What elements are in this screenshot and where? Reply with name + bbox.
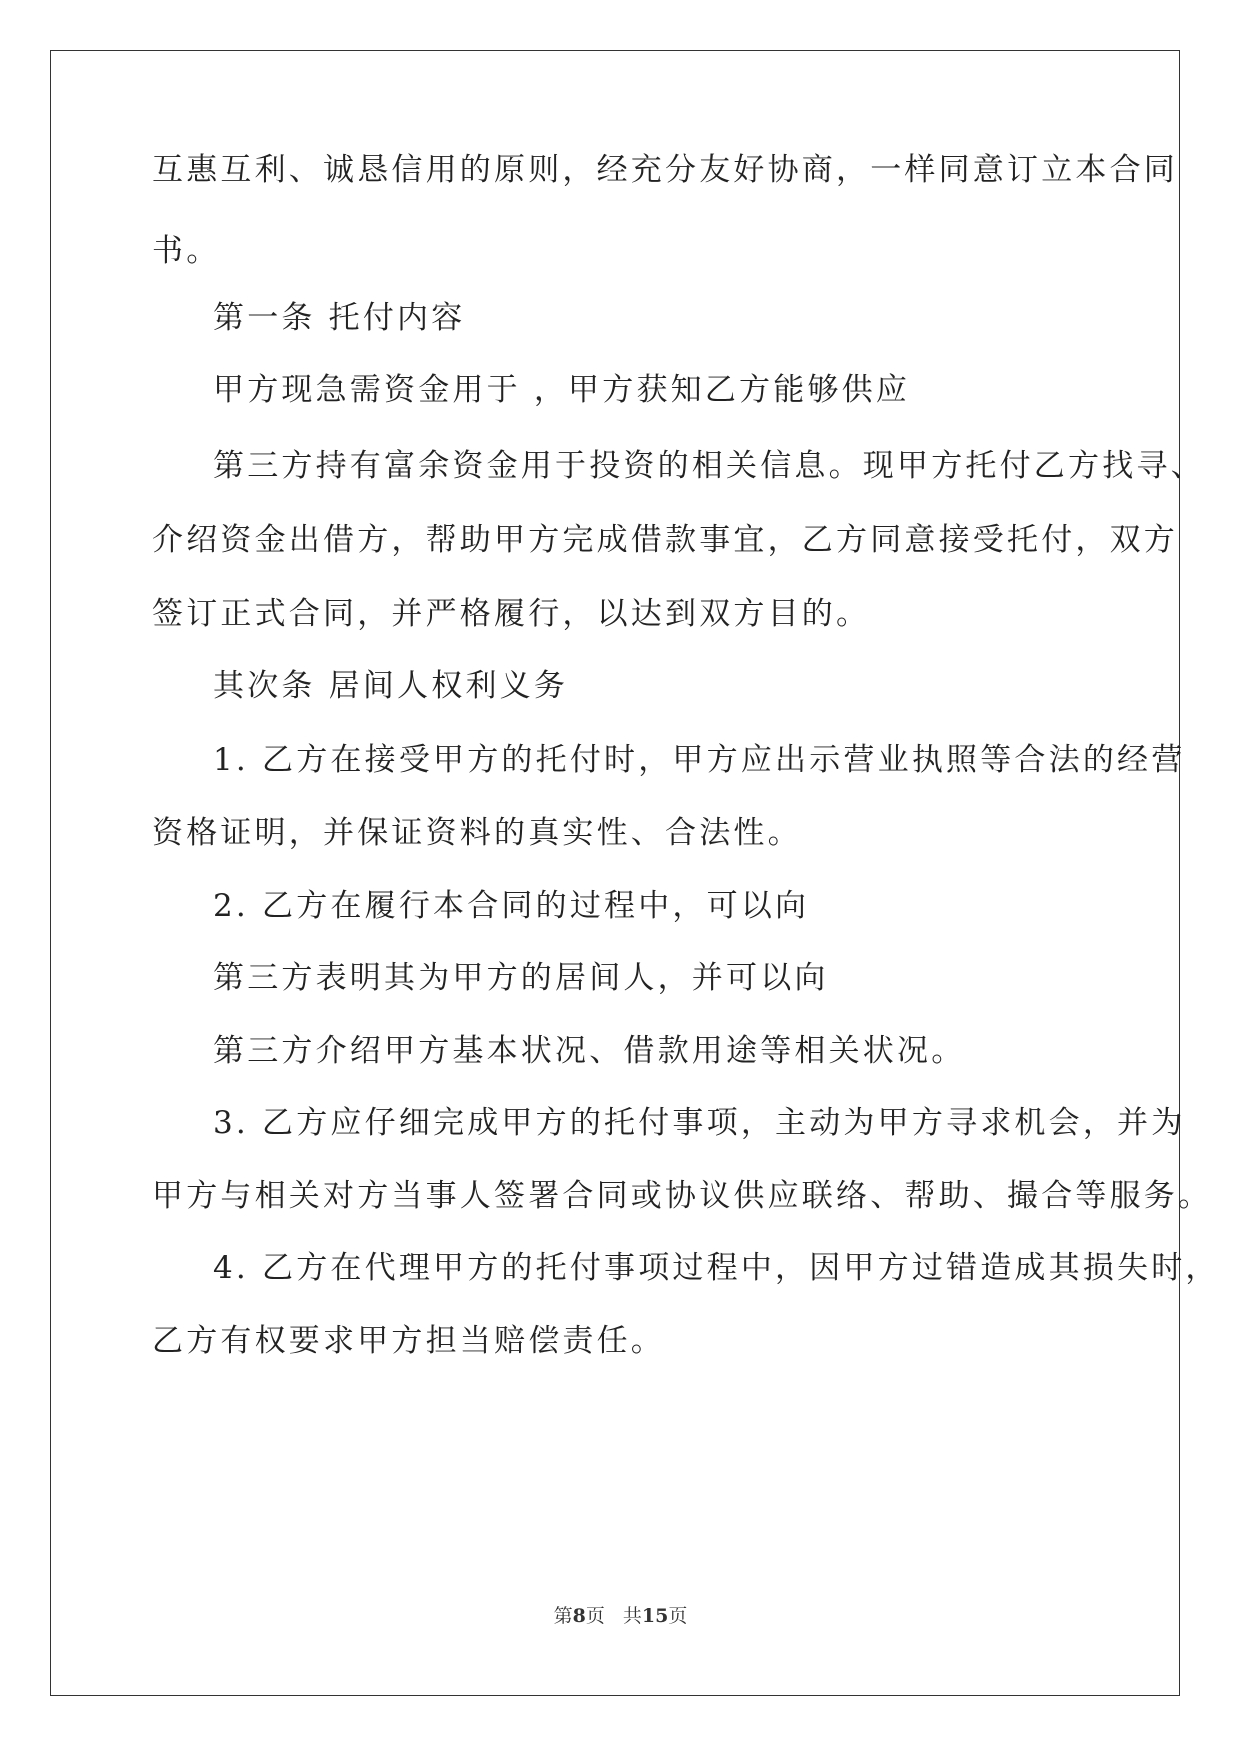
text-line: 第三方表明其为甲方的居间人，并可以向 <box>213 960 829 996</box>
section-heading: 其次条 居间人权利义务 <box>213 668 569 704</box>
page-footer <box>0 1603 1241 1629</box>
page-border <box>50 50 1180 1696</box>
text-line: 1. 乙方在接受甲方的托付时，甲方应出示营业执照等合法的经营 <box>213 742 1186 778</box>
text-line: 甲方与相关对方当事人签署合同或协议供应联络、帮助、撮合等服务。 <box>152 1178 1213 1214</box>
footer-page-unit: 页 <box>585 1605 605 1627</box>
text-line: 第三方介绍甲方基本状况、借款用途等相关状况。 <box>213 1033 966 1069</box>
footer-prefix: 第 <box>553 1605 573 1627</box>
text-line: 签订正式合同，并严格履行，以达到双方目的。 <box>152 596 871 632</box>
current-page-number: 8 <box>572 1605 586 1627</box>
text-line: 3. 乙方应仔细完成甲方的托付事项，主动为甲方寻求机会，并为 <box>213 1105 1186 1141</box>
text-line: 互惠互利、诚恳信用的原则，经充分友好协商，一样同意订立本合同 <box>152 152 1178 188</box>
text-line: 乙方有权要求甲方担当赔偿责任。 <box>152 1323 665 1359</box>
text-line: 介绍资金出借方，帮助甲方完成借款事宜，乙方同意接受托付，双方 <box>152 522 1178 558</box>
text-line: 2. 乙方在履行本合同的过程中，可以向 <box>213 888 810 924</box>
section-heading: 第一条 托付内容 <box>213 300 466 336</box>
total-pages-number: 15 <box>641 1605 669 1627</box>
footer-total-unit: 页 <box>668 1605 688 1627</box>
text-line: 资格证明，并保证资料的真实性、合法性。 <box>152 815 802 851</box>
text-line: 甲方现急需资金用于 ，甲方获知乙方能够供应 <box>213 372 911 408</box>
text-line: 4. 乙方在代理甲方的托付事项过程中，因甲方过错造成其损失时， <box>213 1250 1220 1286</box>
footer-total-prefix: 共 <box>622 1605 642 1627</box>
text-line: 书。 <box>152 233 221 269</box>
text-line: 第三方持有富余资金用于投资的相关信息。现甲方托付乙方找寻、 <box>213 448 1205 484</box>
